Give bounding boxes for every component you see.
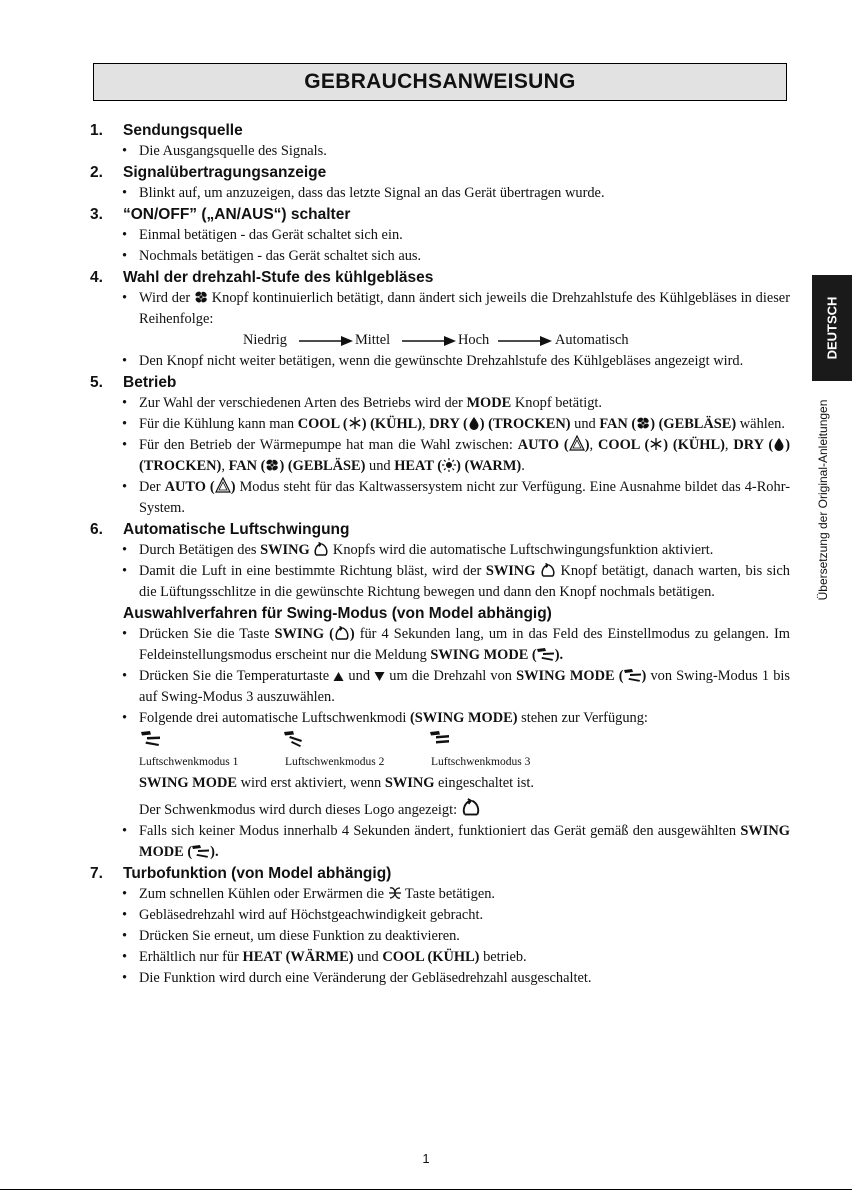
bullet-item (90, 926, 790, 947)
bold-term: SWING MODE ( (139, 823, 790, 860)
bullet-item (90, 666, 790, 708)
bullet-text: Nochmals betätigen - das Gerät schaltet sich aus. (139, 248, 422, 264)
bullet-text: Knopf betätigt, danach warten, bis sich die Lüftungsschlitze in die gewünschte Richtung bewegen und dann den Knopf nochmals betätigen. (139, 563, 790, 600)
bullet-item (90, 477, 790, 519)
bullet-text: stehen zur Verfügung: (521, 710, 648, 726)
bullet-text: um die Drehzahl von (389, 668, 512, 684)
bold-term: DRY ( (733, 437, 774, 453)
section-heading (90, 204, 790, 225)
auto-mode-icon (569, 435, 585, 451)
section-title: Signalübertragungsanzeige (123, 164, 327, 181)
bullet-text: Zur Wahl der verschiedenen Arten des Betriebs wird der (139, 395, 463, 411)
note-text: Der Schwenkmodus wird durch dieses Logo angezeigt: (139, 802, 458, 818)
bold-term: SWING MODE ( (516, 668, 624, 684)
section-number: 3. (90, 206, 103, 223)
bullet-text: Wird der (139, 290, 191, 306)
section-number: 6. (90, 521, 103, 538)
bold-term: HEAT ( (394, 458, 443, 474)
bold-term: ) (230, 479, 236, 495)
swing-icon (313, 542, 329, 556)
bullet-item (90, 624, 790, 666)
fan-speed-sequence (90, 330, 790, 351)
bullet-item (90, 947, 790, 968)
drop-icon (773, 437, 785, 451)
bold-term: ). (210, 844, 219, 860)
bullet-text: und (570, 416, 600, 432)
bullet-text: Drücken Sie erneut, um diese Funktion zu deaktivieren. (139, 928, 460, 944)
bold-term: (SWING MODE) (409, 710, 518, 726)
bullet-text: Damit die Luft in eine bestimmte Richtung bläst, wird der (139, 563, 482, 579)
bullet-text: von Swing-Modus 1 bis auf Swing-Modus 3 auszuwählen. (139, 668, 790, 705)
bold-term: ) (KÜHL) (663, 437, 725, 453)
swing-icon (334, 626, 350, 640)
bold-term: FAN ( (228, 458, 266, 474)
bullet-text: betrieb. (483, 949, 527, 965)
language-tab-label: DEUTSCH (824, 296, 840, 360)
fan-icon (636, 416, 650, 430)
arrow-right-icon (299, 335, 353, 347)
bold-term: SWING (260, 542, 310, 558)
bullet-item (90, 141, 790, 162)
bullet-text: , (724, 437, 734, 453)
page-number: 1 (422, 1151, 430, 1166)
bold-term: SWING MODE (139, 775, 237, 791)
bold-term: SWING MODE ( (430, 647, 537, 663)
bold-term: COOL (KÜHL) (382, 949, 480, 965)
bullet-text: , (589, 437, 598, 453)
section-number: 2. (90, 164, 103, 181)
note-text: wird erst aktiviert, wenn (240, 775, 382, 791)
bold-term: DRY ( (429, 416, 468, 432)
swing-icon (540, 563, 556, 577)
note-line (90, 773, 790, 794)
drop-icon (468, 416, 480, 430)
swing-mode-icon (624, 669, 642, 682)
section-heading (90, 162, 790, 183)
bullet-text: . (521, 458, 525, 474)
bullet-text: Die Ausgangsquelle des Signals. (139, 143, 327, 159)
bold-term: COOL ( (598, 437, 650, 453)
language-tab (812, 275, 852, 381)
bullet-item (90, 393, 790, 414)
triangle-down-icon (374, 671, 385, 682)
section-heading (90, 519, 790, 540)
bullet-item (90, 246, 790, 267)
bullet-text: Der (139, 479, 161, 495)
bullet-text: Für den Betrieb der Wärmepumpe hat man die Wahl zwischen: (139, 437, 513, 453)
bold-term: ) (641, 668, 647, 684)
bold-term: COOL ( (297, 416, 348, 432)
bullet-text: und (348, 668, 371, 684)
section-number: 4. (90, 269, 103, 286)
bullet-item (90, 968, 790, 989)
bullet-item (90, 905, 790, 926)
bullet-text: Zum schnellen Kühlen oder Erwärmen die (139, 886, 384, 902)
bullet-text: wählen. (736, 416, 785, 432)
instructions (90, 120, 790, 989)
bold-term: ) (TROCKEN) (479, 416, 571, 432)
swing-mode-icon (192, 845, 210, 858)
bullet-item (90, 435, 790, 477)
bullet-text: Erhältlich nur für (139, 949, 239, 965)
bullet-item (90, 708, 790, 729)
bold-term: ) (349, 626, 355, 642)
bold-term: ). (554, 647, 564, 663)
bold-term: FAN ( (599, 416, 637, 432)
bullet-text: Knopf kontinuierlich betätigt, dann ändert sich jeweils die Drehzahlstufe des Kühlgebläses in dieser Reihenfolge: (139, 290, 790, 327)
snowflake-icon (649, 437, 663, 451)
swing-mode-1-icon (141, 731, 161, 747)
speed-low: Niedrig (243, 332, 287, 348)
bullet-text: Knopfs wird die automatische Luftschwingungsfunktion aktiviert. (332, 542, 714, 558)
bold-term: AUTO ( (517, 437, 569, 453)
bullet-text: Modus steht für das Kaltwassersystem nicht zur Verfügung. Eine Ausnahme bildet das 4-Rohr-System. (139, 479, 790, 516)
bold-term: SWING (384, 775, 435, 791)
swing-mode-label: Luftschwenkmodus 2 (285, 756, 385, 768)
speed-medium: Mittel (355, 332, 391, 348)
bold-term: ) (GEBLÄSE) (279, 458, 366, 474)
bullet-text: Für die Kühlung kann man (139, 416, 295, 432)
bullet-text: Drücken Sie die Temperaturtaste (139, 668, 330, 684)
bullet-text: und (357, 949, 379, 965)
swing-mode-label: Luftschwenkmodus 1 (139, 756, 239, 768)
swing-modes (139, 729, 790, 773)
bullet-item (90, 288, 790, 330)
snowflake-icon (348, 416, 362, 430)
bullet-text: und (365, 458, 395, 474)
bullet-item (90, 351, 790, 372)
section-heading (90, 372, 790, 393)
bullet-text: Drücken Sie die Taste (139, 626, 270, 642)
bullet-text: Folgende drei automatische Luftschwenkmodi (139, 710, 407, 726)
bold-term: ) (584, 437, 590, 453)
swing-mode-icon (537, 648, 555, 661)
bullet-text: für 4 Sekunden lang, um in das Feld des Einstellmodus zu gelangen. Im Feldeinstellungsmodus erscheint nur die Meldung (139, 626, 790, 663)
bullet-item (90, 414, 790, 435)
section-title: Automatische Luftschwingung (123, 521, 350, 538)
bold-term: SWING ( (274, 626, 334, 642)
section-heading (90, 267, 790, 288)
swing-logo-icon (461, 798, 481, 816)
bottom-rule (0, 1189, 852, 1190)
bullet-item (90, 225, 790, 246)
auto-mode-icon (215, 477, 231, 493)
section-title: Sendungsquelle (123, 122, 243, 139)
bullet-item (90, 821, 790, 863)
bullet-text: Knopf betätigt. (514, 395, 602, 411)
section-heading (90, 863, 790, 884)
section-number: 1. (90, 122, 103, 139)
bold-term: ) (WARM) (456, 458, 522, 474)
section-number: 5. (90, 374, 103, 391)
section-number: 7. (90, 865, 103, 882)
translation-note: Übersetzung der Original-Anleitungen (816, 399, 830, 601)
section-heading (90, 120, 790, 141)
bullet-text: Die Funktion wird durch eine Veränderung der Gebläsedrehzahl ausgeschaltet. (139, 970, 592, 986)
speed-high: Hoch (458, 332, 490, 348)
bullet-text: , (422, 416, 430, 432)
bullet-item (90, 183, 790, 204)
bullet-item (90, 561, 790, 603)
section-title: Betrieb (123, 374, 177, 391)
bullet-text: Blinkt auf, um anzuzeigen, dass das letzte Signal an das Gerät übertragen wurde. (139, 185, 605, 201)
arrow-right-icon (498, 335, 552, 347)
bold-term: SWING (485, 563, 536, 579)
fan-icon (194, 290, 208, 304)
bullet-text: Falls sich keiner Modus innerhalb 4 Sekunden ändert, funktioniert das Gerät gemäß den ausgewählten (139, 823, 737, 839)
bullet-text: Gebläsedrehzahl wird auf Höchstgeachwindigkeit gebracht. (139, 907, 484, 923)
bold-term: ) (KÜHL) (361, 416, 423, 432)
bold-term: ) (GEBLÄSE) (650, 416, 737, 432)
title-box (93, 63, 787, 101)
note-line (90, 798, 790, 821)
fan-icon (265, 458, 279, 472)
bullet-text: Einmal betätigen - das Gerät schaltet sich ein. (139, 227, 403, 243)
bullet-text: Taste betätigen. (404, 886, 496, 902)
speed-auto: Automatisch (555, 332, 629, 348)
bullet-item (90, 540, 790, 561)
section-title: Wahl der drehzahl-Stufe des kühlgebläses (123, 269, 434, 286)
section-title: “ON/OFF” („AN/AUS“) schalter (123, 206, 351, 223)
bullet-text: , (221, 458, 229, 474)
bold-term: MODE (466, 395, 512, 411)
swing-mode-label: Luftschwenkmodus 3 (431, 756, 531, 768)
note-text: eingeschaltet ist. (438, 775, 534, 791)
bullet-text: Durch Betätigen des (139, 542, 257, 558)
swing-mode-3-icon (430, 731, 450, 747)
subsection-title: Auswahlverfahren für Swing-Modus (von Model abhängig) (123, 605, 552, 622)
swing-mode-2-icon (284, 731, 304, 747)
sun-icon (442, 458, 456, 472)
bold-term: AUTO ( (164, 479, 215, 495)
bullet-item (90, 884, 790, 905)
bullet-text: Den Knopf nicht weiter betätigen, wenn die gewünschte Drehzahlstufe des Kühlgebläses angezeigt wird. (139, 353, 744, 369)
bold-term: HEAT (WÄRME) (242, 949, 354, 965)
triangle-up-icon (333, 671, 344, 682)
bold-term: ) (TROCKEN) (139, 437, 790, 474)
arrow-right-icon (402, 335, 456, 347)
page-title: GEBRAUCHSANWEISUNG (304, 70, 576, 93)
turbo-icon (388, 886, 402, 900)
section-title: Turbofunktion (von Model abhängig) (123, 865, 392, 882)
